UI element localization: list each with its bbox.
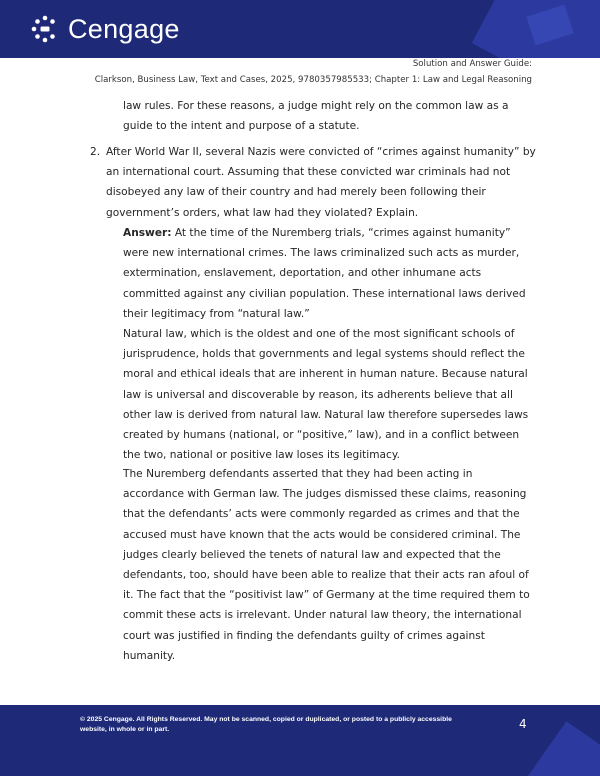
- answer-paragraph-3: The Nuremberg defendants asserted that they had been acting in accordance with German law. The judges dismissed these claims, reasoning that the defendants’ acts were commonly regarded as crimes and that the accused must have known that the acts would be considered criminal. The judges clearly believed the tenets of natural law and expected that the defendants, too, should have been able to realize that their acts ran afoul of it. The fact that the “positivist law” of Germany at the time required them to commit these acts is irrelevant. Under natural law theory, the international court was justified in finding the defendants guilty of crimes against humanity.: [123, 468, 530, 662]
- page-footer: [0, 705, 600, 776]
- question-number: 2.: [90, 146, 101, 158]
- cengage-logo: [30, 13, 180, 45]
- answer-text-1: At the time of the Nuremberg trials, “crimes against humanity” were new international crimes. The laws criminalized such acts as murder, extermination, enslavement, deportation, and other inhumane acts committed against any civilian population. These international laws derived their legitimacy from “natural law.”: [123, 227, 526, 320]
- answer-label: Answer:: [123, 227, 172, 239]
- cengage-logo-icon: [30, 14, 60, 44]
- book-info: Clarkson, Business Law, Text and Cases, 2025, 9780357985533; Chapter 1: Law and Legal Reasoning: [94, 75, 532, 85]
- continuation-paragraph: law rules. For these reasons, a judge might rely on the common law as a guide to the intent and purpose of a statute.: [123, 100, 509, 133]
- page-number: 4: [519, 717, 527, 731]
- page-header: [0, 0, 600, 58]
- footer-decoration: [526, 721, 600, 776]
- question-text: After World War II, several Nazis were convicted of “crimes against humanity” by an international court. Assuming that these convicted war criminals had not disobeyed any law of their country and had merely been following their government’s orders, what law had they violated? Explain.: [106, 146, 536, 219]
- guide-title: Solution and Answer Guide:: [412, 59, 532, 69]
- answer-paragraph-1: [123, 223, 533, 324]
- copyright-notice: © 2025 Cengage. All Rights Reserved. May not be scanned, copied or duplicated, or posted to a publicly accessible website, in whole or in part.: [80, 716, 452, 733]
- answer-paragraph-2: Natural law, which is the oldest and one of the most significant schools of jurisprudence, holds that governments and legal systems should reflect the moral and ethical ideals that are inherent in human nature. Because natural law is universal and discoverable by reason, its adherents believe that all other law is derived from natural law. Natural law therefore supersedes laws created by humans (national, or “positive,” law), and in a conflict between the two, national or positive law loses its legitimacy.: [123, 328, 529, 462]
- logo-text: Cengage: [68, 13, 180, 44]
